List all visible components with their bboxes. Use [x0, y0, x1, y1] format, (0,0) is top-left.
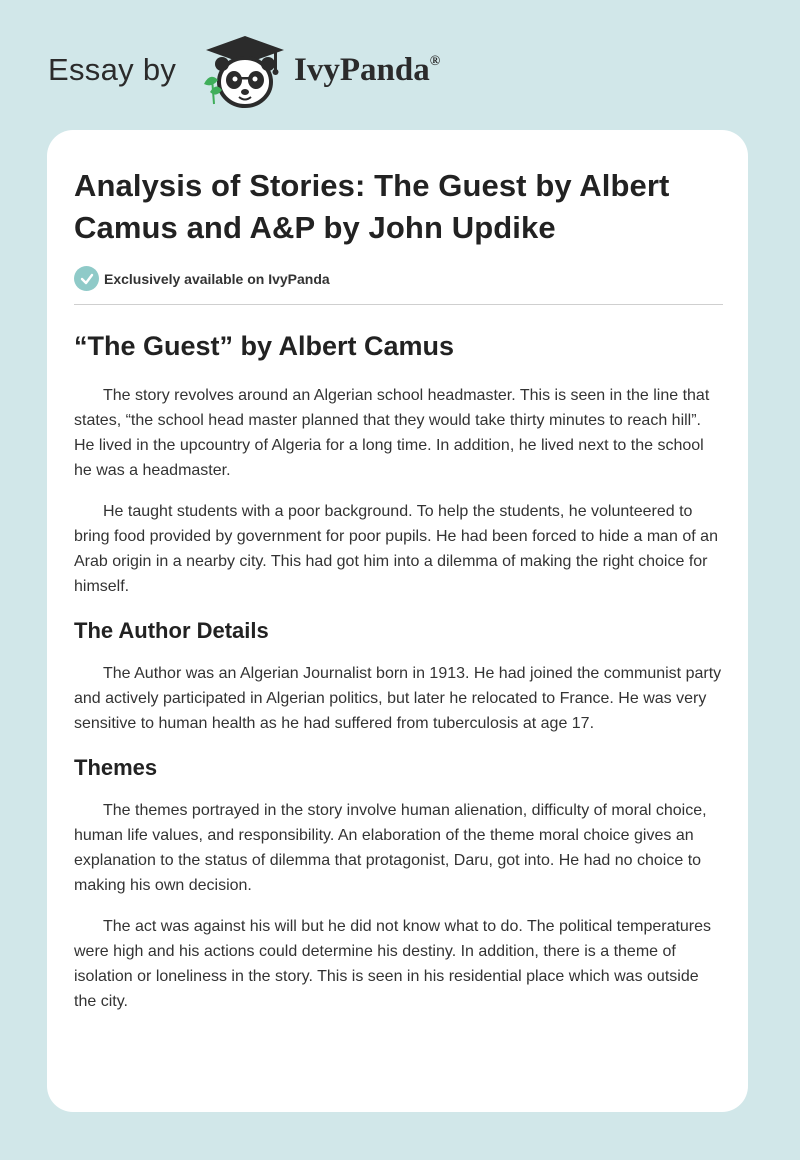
page-title: Analysis of Stories: The Guest by Albert Camus and A&P by John Updike [74, 168, 670, 245]
panda-logo-icon[interactable] [200, 34, 290, 110]
section-heading-the-guest: “The Guest” by Albert Camus [74, 331, 455, 361]
exclusive-badge [74, 266, 722, 291]
paragraph: The Author was an Algerian Journalist born in 1913. He had joined the communist party and actively participated in Algerian politics, but later he relocated to France. He was very sensitive to human health as he had suffered from tuberculosis at age 17. [74, 665, 722, 732]
paragraph: The themes portrayed in the story involve human alienation, difficulty of moral choice, human life values, and responsibility. An elaboration of the theme moral choice gives an explanation to the status of dilemma that protagonist, Daru, got into. He had no choice to making his own decision. [74, 802, 707, 894]
essay-card [47, 130, 748, 1112]
divider [74, 304, 723, 305]
registered-mark: ® [429, 54, 441, 69]
paragraph: The story revolves around an Algerian school headmaster. This is seen in the line that states, “the school head master planned that they would take thirty minutes to reach hill”. He lived in the upcountry of Algeria for a long time. In addition, he lived next to the school he was a headmaster. [74, 387, 710, 479]
exclusive-badge-label: Exclusively available on IvyPanda [104, 270, 330, 287]
essay-by-label: Essay by [48, 52, 177, 87]
paragraph: The act was against his will but he did not know what to do. The political temperatures were high and his actions could determine his destiny. In addition, there is a theme of isolation or loneliness in the story. This is seen in his residential place which was outside the city. [74, 918, 712, 1010]
ivypanda-wordmark[interactable] [294, 52, 440, 89]
paragraph: He taught students with a poor background. To help the students, he volunteered to bring food provided by government for poor pupils. He had been forced to hide a man of an Arab origin in a nearby city. This had got him into a dilemma of making the right choice for himself. [74, 503, 718, 595]
site-header [0, 0, 800, 130]
section-heading-author-details: The Author Details [74, 618, 269, 643]
brand-text: IvyPanda [294, 52, 430, 88]
check-icon [74, 266, 99, 291]
section-heading-themes: Themes [74, 755, 158, 780]
